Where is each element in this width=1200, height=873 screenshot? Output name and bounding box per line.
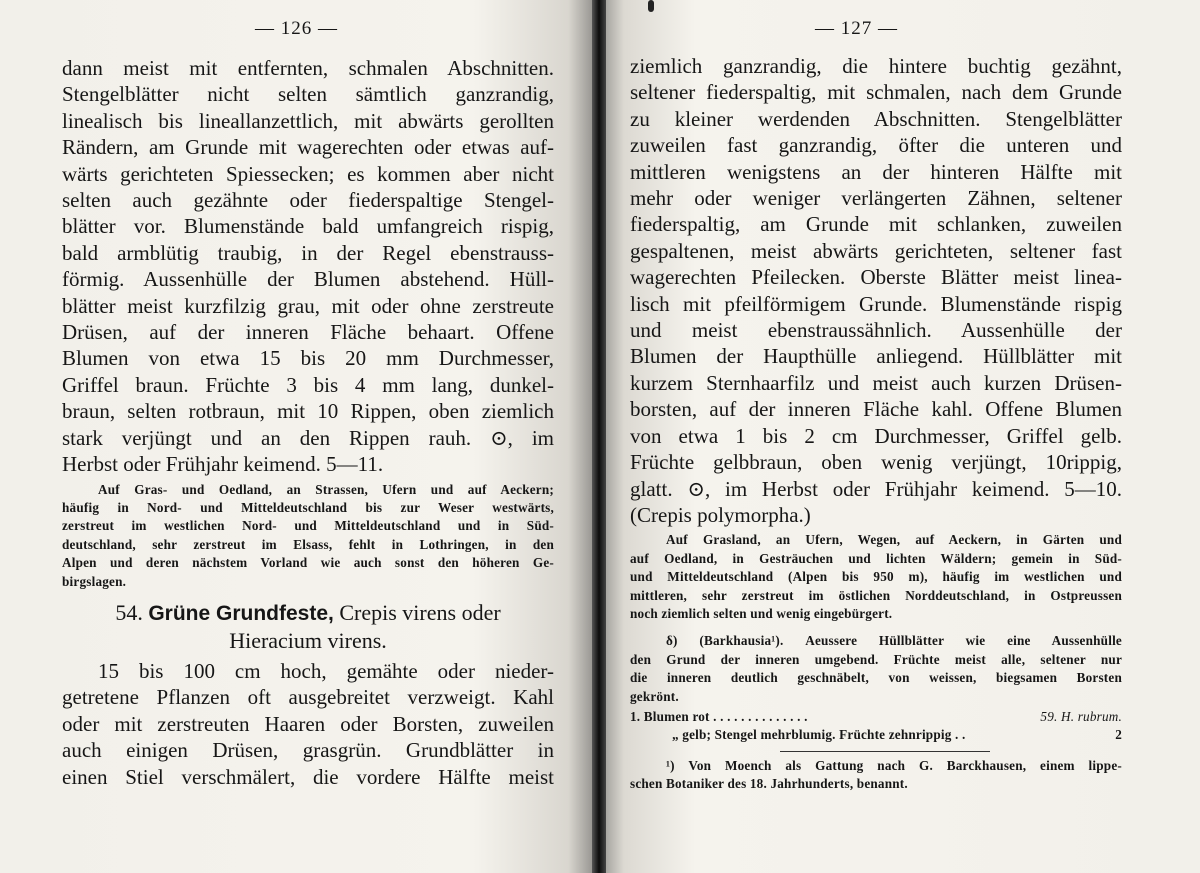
- text-line: fiederspaltig, am Grunde mit schlanken, zuweilen: [630, 212, 1122, 237]
- text-line: von etwa 1 bis 2 cm Durchmesser, Griffel gelb.: [630, 423, 1122, 448]
- page-number-left: — 126 —: [255, 18, 338, 39]
- text-line: gespaltenen, meist abwärts gerichteten, seltener fast: [630, 238, 1122, 263]
- key-reference: 59. H. rubrum.: [1040, 708, 1122, 724]
- text-line: mehr oder weniger verlängerten Zähnen, seltener: [630, 186, 1122, 211]
- footnote-rule: [780, 751, 990, 752]
- left-habitat-note: [62, 481, 554, 591]
- text-line: bald armblütig traubig, in der Regel ebenstrauss-: [62, 240, 554, 265]
- species-number: 54.: [115, 599, 143, 625]
- text-line: seltener fiederspaltig, mit schmalen, nach dem Grunde: [630, 80, 1122, 105]
- habitat-line: und Mitteldeutschland (Alpen bis 950 m), häufig im westlichen und: [630, 569, 1122, 585]
- text-line: braun, selten rotbraun, mit 10 Rippen, oben ziemlich: [62, 399, 554, 424]
- text-line: selten auch gezähnte oder fiederspaltige Stengel-: [62, 188, 554, 213]
- left-page: [0, 0, 592, 873]
- footnote-line: ¹) Von Moench als Gattung nach G. Barckhausen, einem lippe-: [666, 757, 1122, 773]
- habitat-line: noch ziemlich selten und wenig eingebürgert.: [630, 605, 893, 621]
- description-line: einen Stiel verschmälert, die vordere Hälfte meist: [62, 764, 554, 789]
- habitat-line: birgslagen.: [62, 573, 127, 589]
- page-number-right: — 127 —: [815, 18, 898, 39]
- key-entry: [630, 708, 1122, 726]
- right-habitat-note: [630, 531, 1122, 623]
- text-line: stark verjüngt und an den Rippen rauh. ⊙, im: [62, 425, 554, 450]
- text-line: blätter meist kurzfilzig grau, mit oder ohne zerstreute: [62, 293, 554, 318]
- print-speck: [648, 0, 654, 12]
- text-line: zuweilen fast ganzrandig, öfter die unteren und: [630, 133, 1122, 158]
- text-line: borsten, auf der inneren Fläche kahl. Offene Blumen: [630, 397, 1122, 422]
- species-latin-name-cont: Hieracium virens.: [229, 627, 387, 653]
- species-latin-name: Crepis virens oder: [339, 599, 501, 625]
- text-line: kurzem Sternhaarfilz und meist auch kurzen Drüsen-: [630, 370, 1122, 395]
- key-reference: 2: [1115, 727, 1122, 743]
- habitat-line: Auf Gras- und Oedland, an Strassen, Ufern und auf Aeckern;: [98, 481, 554, 497]
- text-line: und meist ebenstraussähnlich. Aussenhülle der: [630, 318, 1122, 343]
- left-description: [62, 658, 554, 790]
- description-line: oder mit zerstreuten Haaren oder Borsten, zuweilen: [62, 711, 554, 736]
- habitat-line: häufig in Nord- und Mitteldeutschland bis zur Weser westwärts,: [62, 499, 554, 515]
- text-line: lisch mit pfeilförmigem Grunde. Blumenstände rispig: [630, 291, 1122, 316]
- book-gutter: [592, 0, 606, 873]
- text-line: Blumen von etwa 15 bis 20 mm Durchmesser,: [62, 346, 554, 371]
- text-line: zu kleiner werdenden Abschnitten. Stengelblätter: [630, 106, 1122, 131]
- species-heading: [62, 599, 554, 654]
- habitat-line: Alpen und deren nächstem Vorland wie auch sonst den höheren Ge-: [62, 555, 554, 571]
- left-main-text: [62, 55, 554, 478]
- footnote-line: schen Botaniker des 18. Jahrhunderts, benannt.: [630, 776, 908, 792]
- key-entry: [630, 726, 1122, 744]
- habitat-line: Auf Grasland, an Ufern, Wegen, auf Aeckern, in Gärten und: [666, 532, 1122, 548]
- text-line: Blumen der Haupthülle anliegend. Hüllblätter mit: [630, 344, 1122, 369]
- left-page-body: [62, 55, 554, 790]
- text-line: mittleren wenigstens an der hinteren Hälfte mit: [630, 159, 1122, 184]
- description-line: 15 bis 100 cm hoch, gemähte oder nieder-: [98, 658, 554, 683]
- habitat-line: mittleren, sehr zerstreut im östlichen Norddeutschland, in Ostpreussen: [630, 587, 1122, 603]
- right-page: [606, 0, 1200, 873]
- text-line: wagerechten Pfeilecken. Oberste Blätter meist linea-: [630, 265, 1122, 290]
- barkhausia-section: [630, 632, 1122, 706]
- description-line: auch einigen Drüsen, grasgrün. Grundblätter in: [62, 738, 554, 763]
- section-line: gekrönt.: [630, 688, 679, 704]
- text-line: linealisch bis lineallanzettlich, mit abwärts gerollten: [62, 108, 554, 133]
- habitat-line: deutschland, sehr zerstreut im Elsass, fehlt in Lothringen, in den: [62, 536, 554, 552]
- text-line: Griffel braun. Früchte 3 bis 4 mm lang, dunkel-: [62, 372, 554, 397]
- text-line: (Crepis polymorpha.): [630, 502, 811, 527]
- footnote: [630, 757, 1122, 794]
- text-line: Früchte gelbbraun, oben wenig verjüngt, 10rippig,: [630, 450, 1122, 475]
- habitat-line: zerstreut im westlichen Nord- und Mitteldeutschland und in Süd-: [62, 518, 554, 534]
- text-line: Drüsen, auf der inneren Fläche behaart. Offene: [62, 320, 554, 345]
- section-line: den Grund der inneren umgebend. Früchte meist alle, seltener nur: [630, 651, 1122, 667]
- text-line: wärts gerichteten Spiessecken; es kommen aber nicht: [62, 161, 554, 186]
- text-line: Rändern, am Grunde mit wagerechten oder etwas auf-: [62, 135, 554, 160]
- section-line: δ) (Barkhausia¹). Aeussere Hüllblätter wie eine Aussenhülle: [666, 633, 1122, 649]
- section-line: die inneren deutlich geschnäbelt, von weissen, biegsamen Borsten: [630, 670, 1122, 686]
- text-line: glatt. ⊙, im Herbst oder Frühjahr keimend. 5—10.: [630, 476, 1122, 501]
- right-page-body: [630, 53, 1122, 794]
- habitat-line: auf Oedland, in Gesträuchen und lichten Wäldern; gemein in Süd-: [630, 550, 1122, 566]
- text-line: förmig. Aussenhülle der Blumen abstehend. Hüll-: [62, 267, 554, 292]
- text-line: dann meist mit entfernten, schmalen Abschnitten.: [62, 56, 554, 80]
- text-line: Stengelblätter nicht selten sämtlich ganzrandig,: [62, 82, 554, 107]
- text-line: blätter vor. Blumenstände bald umfangreich rispig,: [62, 214, 554, 239]
- right-main-text: [630, 53, 1122, 528]
- text-line: Herbst oder Frühjahr keimend. 5—11.: [62, 452, 384, 477]
- identification-key: [630, 708, 1122, 745]
- species-german-name: Grüne Grundfeste,: [148, 601, 334, 625]
- text-line: ziemlich ganzrandig, die hintere buchtig gezähnt,: [630, 54, 1122, 78]
- description-line: getretene Pflanzen oft ausgebreitet verzweigt. Kahl: [62, 685, 554, 710]
- key-label: „ gelb; Stengel mehrblumig. Früchte zehnrippig . .: [672, 727, 966, 743]
- key-label: 1. Blumen rot . . . . . . . . . . . . . .: [630, 708, 808, 724]
